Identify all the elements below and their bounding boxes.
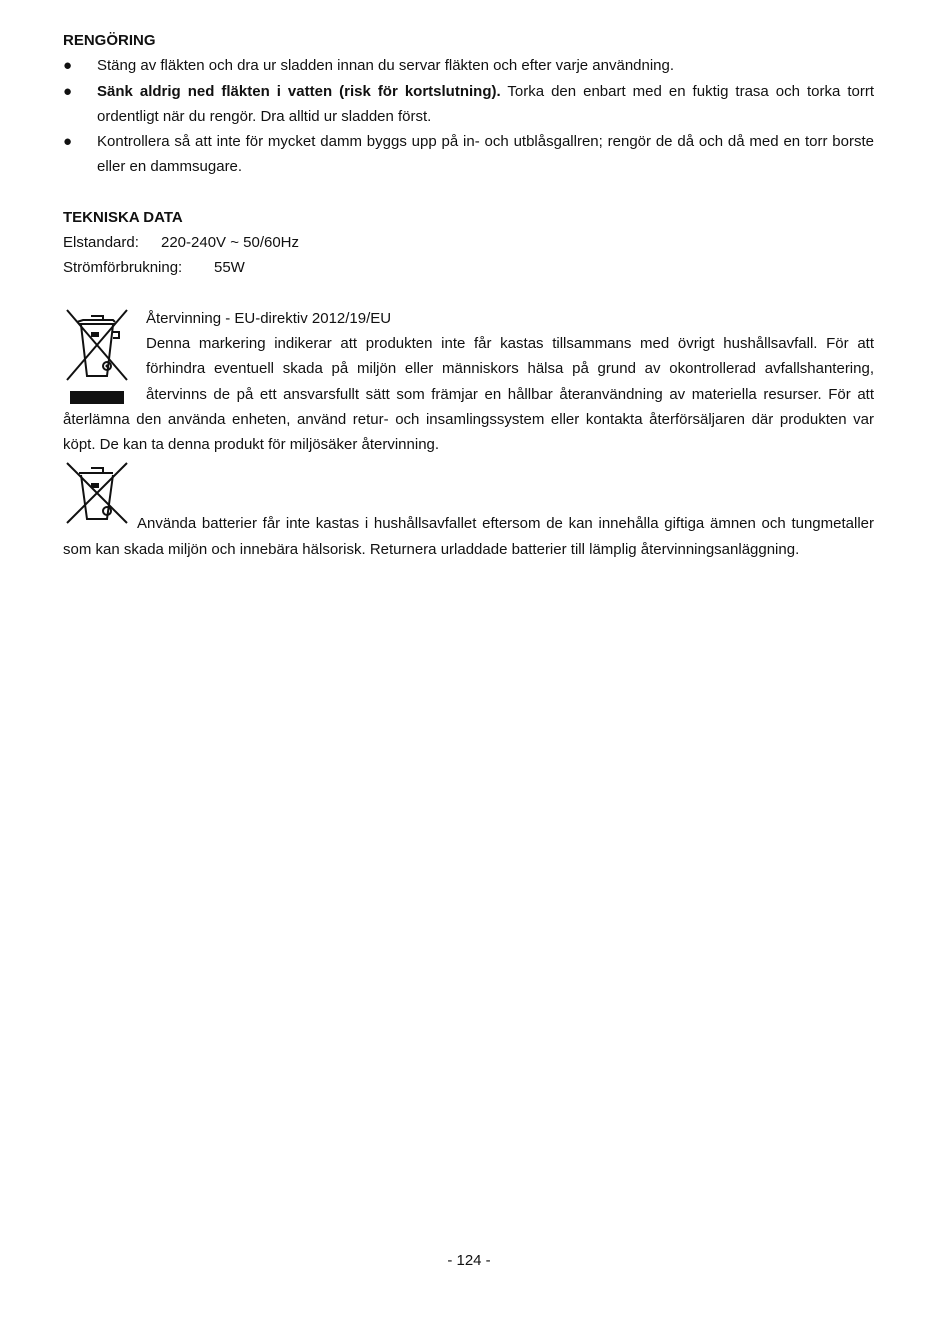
bullet-text: Torka den enbart med en fuktig trasa och torka torrt ordentligt när du rengör. Dra alltid ur sladden först. bbox=[97, 82, 874, 125]
bullet-dot: ● bbox=[63, 57, 73, 75]
spec-row-power bbox=[63, 255, 874, 280]
cleaning-heading: RENGÖRING bbox=[63, 32, 156, 49]
bullet-text: Kontrollera så att inte för mycket damm byggs upp på in- och utblåsgallren; rengör de då och då med en torr borste eller en dammsugare. bbox=[97, 133, 874, 176]
technical-heading: TEKNISKA DATA bbox=[63, 208, 183, 226]
bullet-dot: ● bbox=[63, 82, 73, 100]
bullet-text: Stäng av fläkten och dra ur sladden innan du servar fläkten och efter varje användning. bbox=[97, 57, 675, 75]
weee-bar bbox=[70, 391, 124, 404]
battery-text: Använda batterier får inte kastas i hushållsavfallet eftersom de kan innehålla giftiga ämnen och tungmetaller som kan skada miljön och innebära hälsorisk. Returnera urladdade batterier till lämplig återvinningsanläggning. bbox=[63, 515, 874, 558]
recycling-text: Denna markering indikerar att produkten inte får kastas tillsammans med övrigt hushållsavfall. För att förhindra eventuell skada på miljön eller människors hälsa på grund av okontrollerad avfallshantering, återvinns de på ett ansvarsfullt sätt som främjar en hållbar återanvändning av materiella resurser. För att återlämna den använda enheten, använd retur- och insamlingssystem eller kontakta återförsäljaren där produkten var köpt. De kan ta denna produkt för miljösäker återvinning. bbox=[63, 334, 874, 454]
recycling-title: Återvinning - EU-direktiv 2012/19/EU bbox=[146, 309, 392, 327]
spec-label: Elstandard: bbox=[63, 234, 139, 252]
bullet-dot: ● bbox=[63, 133, 73, 151]
weee-crossed-bin-icon bbox=[63, 308, 131, 406]
recycling-section bbox=[63, 306, 874, 458]
bullet-bold-text: Sänk aldrig ned fläkten i vatten (risk för kortslutning). bbox=[97, 82, 501, 100]
document-page bbox=[63, 28, 874, 562]
spec-row-voltage bbox=[63, 230, 874, 255]
spec-value: 55W bbox=[214, 259, 245, 277]
spec-value: 220-240V ~ 50/60Hz bbox=[161, 234, 300, 252]
cleaning-bullet-3 bbox=[63, 129, 874, 180]
cleaning-bullet-2 bbox=[63, 79, 874, 130]
spec-label: Strömförbrukning: bbox=[63, 259, 183, 277]
battery-bin-graphic bbox=[63, 461, 131, 527]
cleaning-bullet-1 bbox=[63, 53, 874, 78]
page-number: - 124 - bbox=[447, 1252, 491, 1269]
weee-bin-graphic bbox=[63, 308, 131, 390]
battery-crossed-bin-icon bbox=[63, 461, 131, 529]
battery-section bbox=[63, 461, 874, 562]
